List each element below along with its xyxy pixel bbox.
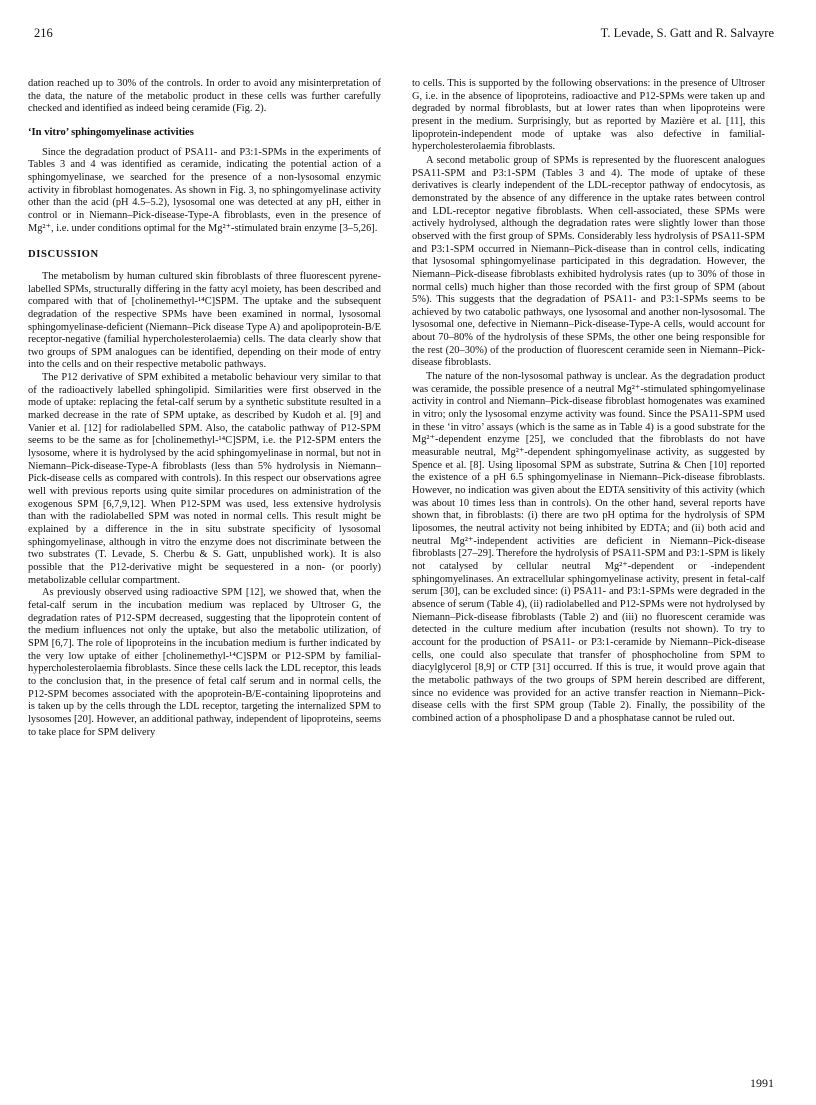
section-heading-discussion: DISCUSSION xyxy=(28,249,99,261)
paragraph: Since the degradation product of PSA11- and P3:1-SPMs in the experiments of Tables 3 and 4 was identified as ceramide, indicating the potential action of a sphingomyelinase, we searched for the presence of a non-lysosomal enzymic activity in fibroblast homogenates. As shown in Fig. 3, no sphingomyelinase activity other than the acid (pH 4.5–5.2), lysosomal one was detected at any pH, either in control or in Niemann–Pick-disease-Type-A fibroblasts, even in the presence of Mg²⁺, i.e. under conditions optimal for the Mg²⁺-stimulated brain enzyme [3–5,26]. xyxy=(28,146,381,234)
paragraph: to cells. This is supported by the following observations: in the presence of Ultroser G, i.e. in the absence of lipoproteins, radioactive and P12-SPMs were taken up and degraded by normal fibroblasts, but at lower rates than when lipoproteins were present in the medium. Surprisingly, but as reported by Mazière et al. [11], this lipoprotein-independent mode of uptake was also defective in familial-hypercholesterolaemia fibroblasts. xyxy=(412,78,765,153)
paragraph: As previously observed using radioactive SPM [12], we showed that, when the fetal-calf serum in the incubation medium was replaced by Ultroser G, the degradation rates of P12-SPM decreased, suggesting that the lipoprotein content of the medium influences not only the uptake, but also the metabolic utilization, of SPM [6,7]. The role of lipoproteins in the incubation medium is further indicated by the very low uptake of either [cholinemethyl-¹⁴C]SPM or P12-SPM by familial-hypercholesterolaemia fibroblasts. Since these cells lack the LDL receptor, this leads to the conclusion that, in the presence of fetal calf serum and in normal cells, the P12-SPM becomes associated with the apoprotein-B/E-containing lipoproteins and is taken up by the cells through the LDL receptor, targeting the internalized SPM to lysosomes [20]. However, an additional pathway, independent of lipoproteins, seems to take place for SPM delivery xyxy=(28,587,381,738)
section-heading-in-vitro: ‘In vitro’ sphingomyelinase activities xyxy=(28,126,194,138)
paragraph: The metabolism by human cultured skin fibroblasts of three fluorescent pyrene-labelled SPMs, structurally differing in the fatty acyl moiety, has been described and compared with that of [cholinemethyl-¹⁴C]SPM. The uptake and the subsequent degradation of the respective SPMs have been examined in normal, lysosomal sphingomyelinase-deficient (Niemann–Pick disease Type A) and apolipoprotein-B/E receptor-negative (familial hypercholesterolaemia) cells. The data clearly show that two groups of SPM analogues can be identified, depending on their mode of entry into the cells and on their respective metabolic pathways. xyxy=(28,270,381,371)
right-column xyxy=(412,78,765,725)
paragraph: The P12 derivative of SPM exhibited a metabolic behaviour very similar to that of the radioactively labelled sphingolipid. Similarities were first observed in the mode of uptake: replacing the fetal-calf serum by a synthetic substitute resulted in a marked decrease in the rate of SPM uptake, as described by Kudoh et al. [9] and Vanier et al. [12] for radiolabelled SPM. Also, the catabolic pathway of P12-SPM seems to be the same as for [cholinemethyl-¹⁴C]SPM, i.e. the P12-SPM enters the lysosome, where it is hydrolysed by the acid sphingomyelinase in normal, but not in Niemann–Pick-disease-Type-A fibroblasts (less than 5% hydrolysis in Niemann–Pick-disease cells as compared with controls). In this respect our observations agree well with previous reports using quite similar procedures on administration of the exogenous SPM [6,7,9,12]. When P12-SPM was used, less extensive hydrolysis than with the radiolabelled SPM was noted in normal cells. This result might be explained by a difference in the in situ substrate specificity of lysosomal sphingomyelinase, although in vitro the enzyme does not discriminate between the two substrates (T. Levade, S. Cherbu & S. Gatt, unpublished work). It is also possible that the P12-derivative might be sequestered in a non- (or poorly) metabolizable cellular compartment. xyxy=(28,372,381,586)
footer-year: 1991 xyxy=(750,1076,774,1090)
paragraph: The nature of the non-lysosomal pathway is unclear. As the degradation product was ceramide, the possible presence of a neutral Mg²⁺-stimulated sphingomyelinase activity in control and Niemann–Pick-disease fibroblast homogenates was examined in vitro; only the lysosomal enzyme activity was found. Since the PSA11-SPM used in these ‘in vitro’ assays (which is the same as in Table 4) is a good substrate for the Mg²⁺-dependent enzyme [25], we concluded that the fibroblasts do not have measurable neutral, Mg²⁺-dependent sphingomyelinase activity, as suggested by Spence et al. [8]. Using liposomal SPM as substrate, Sutrina & Chen [10] reported the existence of a pH 6.5 sphingomyelinase in Niemann–Pick-disease fibroblasts. However, no indication was given about the EDTA sensitivity of this activity (which was about 10 times less than in controls). On the other hand, several reports have shown that, in fibroblasts: (i) there are two pH optima for the hydrolysis of SPM liposomes, the neutral activity not being inhibited by EDTA; and (ii) both acid and neutral Mg²⁺-independent activities are deficient in Niemann–Pick-disease fibroblasts [27–29]. Therefore the hydrolysis of PSA11-SPM and P3:1-SPM is likely not catalysed by cellular neutral Mg²⁺-dependent or -independent sphingomyelinases. An extracellular sphingomyelinase activity, present in fetal-calf serum [30], can be excluded since: (i) PSA11- and P3:1-SPMs were degraded in the absence of serum (Table 4), (ii) radiolabelled and P12-SPMs were not hydrolysed by Niemann–Pick-disease fibroblasts (Table 2) and (iii) no fluorescent ceramide was detected in the culture medium after incubation (results not shown). To try to account for the production of PSA11- or P3:1-ceramide by Niemann–Pick-disease cells, one could also speculate that transfer of phosphocholine from SPM to diacylglycerol [8,9] or CTP [31] occurred. If this is true, it would prove again that the metabolic pathways of the two groups of SPM herein described are different, since no evidence was provided for an active transfer reaction in Niemann–Pick-disease cells with the first SPM group (Table 2). Finally, the possibility of the combined action of a phospholipase D and a phosphatase cannot be ruled out. xyxy=(412,371,765,724)
running-header-authors: T. Levade, S. Gatt and R. Salvayre xyxy=(600,26,774,40)
paragraph: dation reached up to 30% of the controls. In order to avoid any misinterpretation of the data, the nature of the metabolic product in these cells was further carefully checked and identified as indeed being ceramide (Fig. 2). xyxy=(28,78,381,115)
left-column xyxy=(28,78,381,739)
page-number: 216 xyxy=(34,26,53,40)
paragraph: A second metabolic group of SPMs is represented by the fluorescent analogues PSA11-SPM and P3:1-SPM (Tables 3 and 4). The mode of uptake of these derivatives is clearly independent of the LDL-receptor pathway of endocytosis, as demonstrated by the absence of any difference in the uptake rates between control and LDL-receptor negative fibroblasts. When cell-associated, these SPMs were actively hydrolysed, although the degradation rates were slightly lower than those observed with the first group of SPMs. Considerably less hydrolysis of PSA11-SPM and P3:1-SPM occurred in Niemann–Pick-disease than in control cells, indicating that lysosomal sphingomyelinase participated in this degradation. However, the Niemann–Pick-disease fibroblasts exhibited hydrolysis rates (up to 30% of those in normal cells) much higher than those recorded with the first group of SPM (about 5%). This suggests that the degradation of PSA11- and P3:1-SPMs seems to be achieved by two catabolic pathways, one lysosomal and another non-lysosomal. The lysosomal one, defective in Niemann–Pick-disease-Type-A cells, would account for about 70–80% of the hydrolysis of these SPMs, the other one being responsible for the rest (20–30%) of the production of fluorescent ceramide seen in Niemann–Pick-disease fibroblasts. xyxy=(412,154,765,369)
